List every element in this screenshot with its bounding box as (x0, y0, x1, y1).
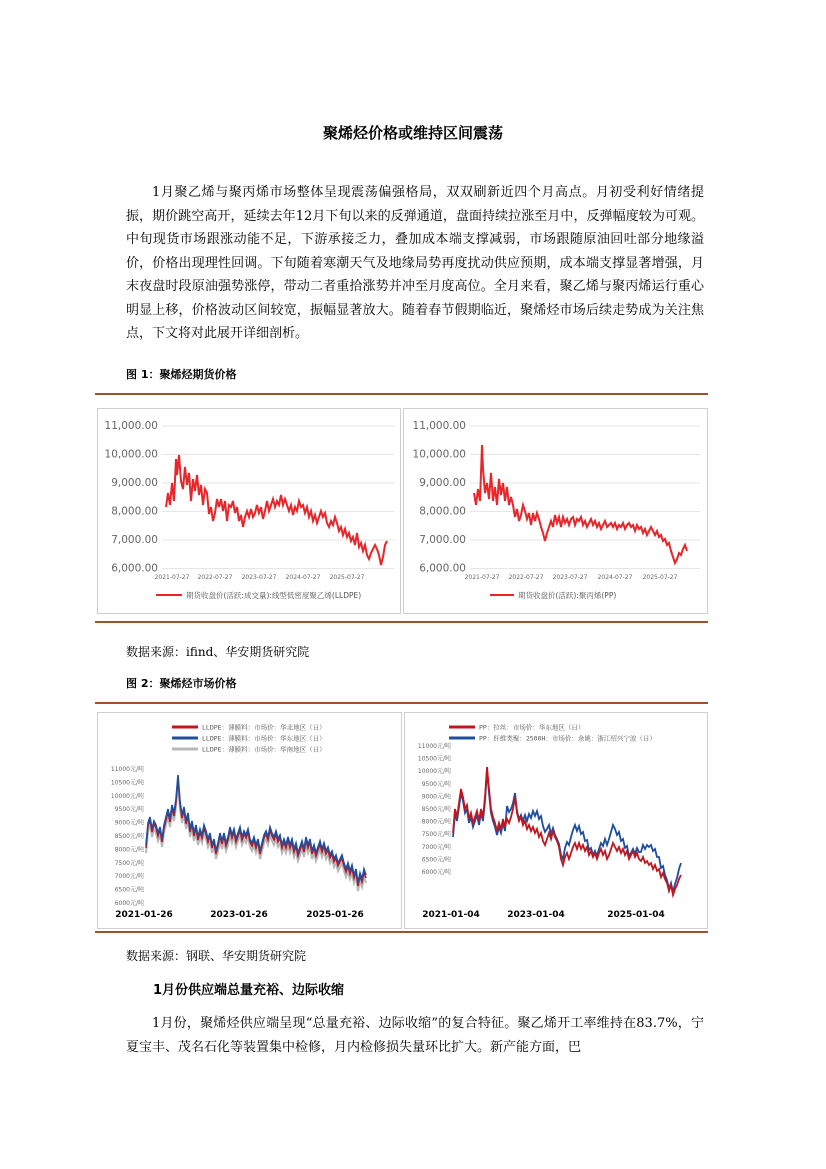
figure-2-top-rule (95, 702, 708, 704)
fig1-lldpe-panel (97, 408, 401, 614)
legend-label: LLDPE：薄膜料：市场价：华北地区（日） (202, 723, 326, 732)
y-tick-label: 8500元/吨 (114, 833, 144, 840)
y-tick-label: 6,000.00 (419, 562, 466, 575)
figure-1-top-rule (95, 393, 708, 395)
y-tick-label: 11000元/吨 (417, 743, 451, 750)
x-tick-label: 2025-07-27 (642, 574, 678, 581)
y-tick-label: 9000元/吨 (421, 793, 451, 801)
pp-raffia-line (453, 767, 681, 895)
fig1-pp-panel (403, 408, 708, 614)
figure-1-source: 数据来源：ifind、华安期货研究院 (126, 645, 310, 659)
y-tick-label: 6000元/吨 (421, 869, 451, 876)
page-title: 聚烯烃价格或维持区间震荡 (322, 124, 503, 142)
y-tick-label: 7,000.00 (111, 534, 158, 546)
y-tick-label: 9500元/吨 (114, 806, 144, 814)
y-tick-label: 9000元/吨 (114, 819, 144, 827)
y-tick-label: 7500元/吨 (421, 831, 451, 839)
y-tick-label: 10,000.00 (412, 448, 466, 461)
fig2-lldpe-chart (98, 713, 401, 928)
y-tick-label: 11,000.00 (104, 420, 158, 432)
legend-label: PP：拉丝：市场价：华东地区（日） (479, 723, 585, 732)
x-tick-label: 2024-07-27 (597, 574, 633, 581)
x-tick-label: 2024-07-27 (285, 574, 321, 581)
y-tick-label: 6000元/吨 (114, 900, 144, 907)
lldpe-futures-line (166, 455, 387, 565)
x-tick-label: 2023-07-27 (241, 574, 277, 581)
y-tick-label: 6500元/吨 (421, 856, 451, 864)
y-tick-label: 7,000.00 (419, 534, 466, 546)
figure-2-label: 图 2：聚烯烃市场价格 (126, 677, 237, 690)
x-tick-label: 2021-01-04 (422, 910, 480, 920)
y-tick-label: 11000元/吨 (110, 766, 144, 773)
legend-label: 期货收盘价(活跃:成交量):线型低密度聚乙烯(LLDPE) (186, 591, 362, 600)
y-tick-label: 9,000.00 (419, 477, 466, 489)
x-tick-label: 2023-01-04 (507, 910, 565, 920)
x-tick-label: 2023-07-27 (552, 574, 588, 581)
y-tick-label: 8000元/吨 (421, 818, 451, 826)
x-tick-label: 2021-01-26 (115, 910, 173, 920)
y-tick-label: 11,000.00 (412, 420, 466, 432)
fig1-pp-chart (404, 409, 707, 613)
x-tick-label: 2021-07-27 (154, 574, 190, 581)
x-tick-label: 2022-07-27 (197, 574, 233, 581)
figure-1-bottom-rule (95, 621, 708, 623)
legend-label: 期货收盘价(活跃):聚丙烯(PP) (518, 591, 617, 600)
legend-label: LLDPE：薄膜料：市场价：华东地区（日） (202, 734, 326, 743)
y-tick-label: 10000元/吨 (110, 792, 144, 800)
y-tick-label: 9500元/吨 (421, 780, 451, 788)
figure-2-bottom-rule (95, 931, 708, 933)
y-tick-label: 7500元/吨 (114, 859, 144, 867)
y-tick-label: 10500元/吨 (110, 779, 144, 787)
pp-fiber-line (453, 771, 681, 892)
section-paragraph: 1月份，聚烯烃供应端呈现“总量充裕、边际收缩”的复合特征。聚乙烯开工率维持在83.7%，宁夏宝丰、茂名石化等装置集中检修，月内检修损失量环比扩大。新产能方面，巴 (126, 1016, 704, 1055)
y-tick-label: 8,000.00 (419, 505, 466, 518)
y-tick-label: 10,000.00 (104, 448, 158, 461)
figure-2-source: 数据来源：钢联、华安期货研究院 (126, 949, 307, 963)
fig2-lldpe-panel (97, 712, 402, 929)
x-tick-label: 2022-07-27 (508, 574, 544, 581)
y-tick-label: 8500元/吨 (421, 806, 451, 813)
legend-label: PP：纤维类聚：2500H：市场价：余姚：浙江绍兴宁波（日） (479, 734, 656, 743)
legend-label: LLDPE：薄膜料：市场价：华南地区（日） (202, 745, 326, 754)
y-tick-label: 10500元/吨 (417, 755, 451, 763)
y-tick-label: 8000元/吨 (114, 846, 144, 854)
y-tick-label: 6500元/吨 (114, 886, 144, 894)
figure-1-label: 图 1：聚烯烃期货价格 (126, 368, 237, 381)
x-tick-label: 2025-01-26 (306, 910, 364, 920)
y-tick-label: 8,000.00 (111, 505, 158, 518)
pp-futures-line (474, 445, 687, 563)
x-tick-label: 2025-07-27 (329, 574, 365, 581)
y-tick-label: 9,000.00 (111, 477, 158, 489)
y-tick-label: 6,000.00 (111, 562, 158, 575)
fig2-pp-chart (405, 713, 707, 928)
y-tick-label: 7000元/吨 (114, 873, 144, 881)
x-tick-label: 2023-01-26 (210, 910, 268, 920)
fig2-pp-panel (404, 712, 708, 929)
x-tick-label: 2021-07-27 (464, 574, 500, 581)
x-tick-label: 2025-01-04 (607, 910, 665, 920)
fig1-lldpe-chart (98, 409, 400, 613)
intro-paragraph: 1月聚乙烯与聚丙烯市场整体呈现震荡偏强格局，双双刷新近四个月高点。月初受利好情绪提振，期价跳空高开，延续去年12月下旬以来的反弹通道，盘面持续拉涨至月中，反弹幅度较为可观。中旬现货市场跟涨动能不足，下游承接乏力，叠加成本端支撑减弱，市场跟随原油回吐部分地缘溢价，价格出现理性回调。下旬随着寒潮天气及地缘局势再度扰动供应预期，成本端支撑显著增强，月末夜盘时段原油强势涨停，带动二者重拾涨势并冲至月度高位。全月来看，聚乙烯与聚丙烯运行重心明显上移，价格波动区间较宽，振幅显著放大。随着春节假期临近，聚烯烃市场后续走势成为关注焦点，下文将对此展开详细剖析。 (126, 185, 704, 341)
section-heading: 1月份供应端总量充裕、边际收缩 (153, 983, 345, 998)
y-tick-label: 10000元/吨 (417, 768, 451, 776)
y-tick-label: 7000元/吨 (421, 843, 451, 851)
